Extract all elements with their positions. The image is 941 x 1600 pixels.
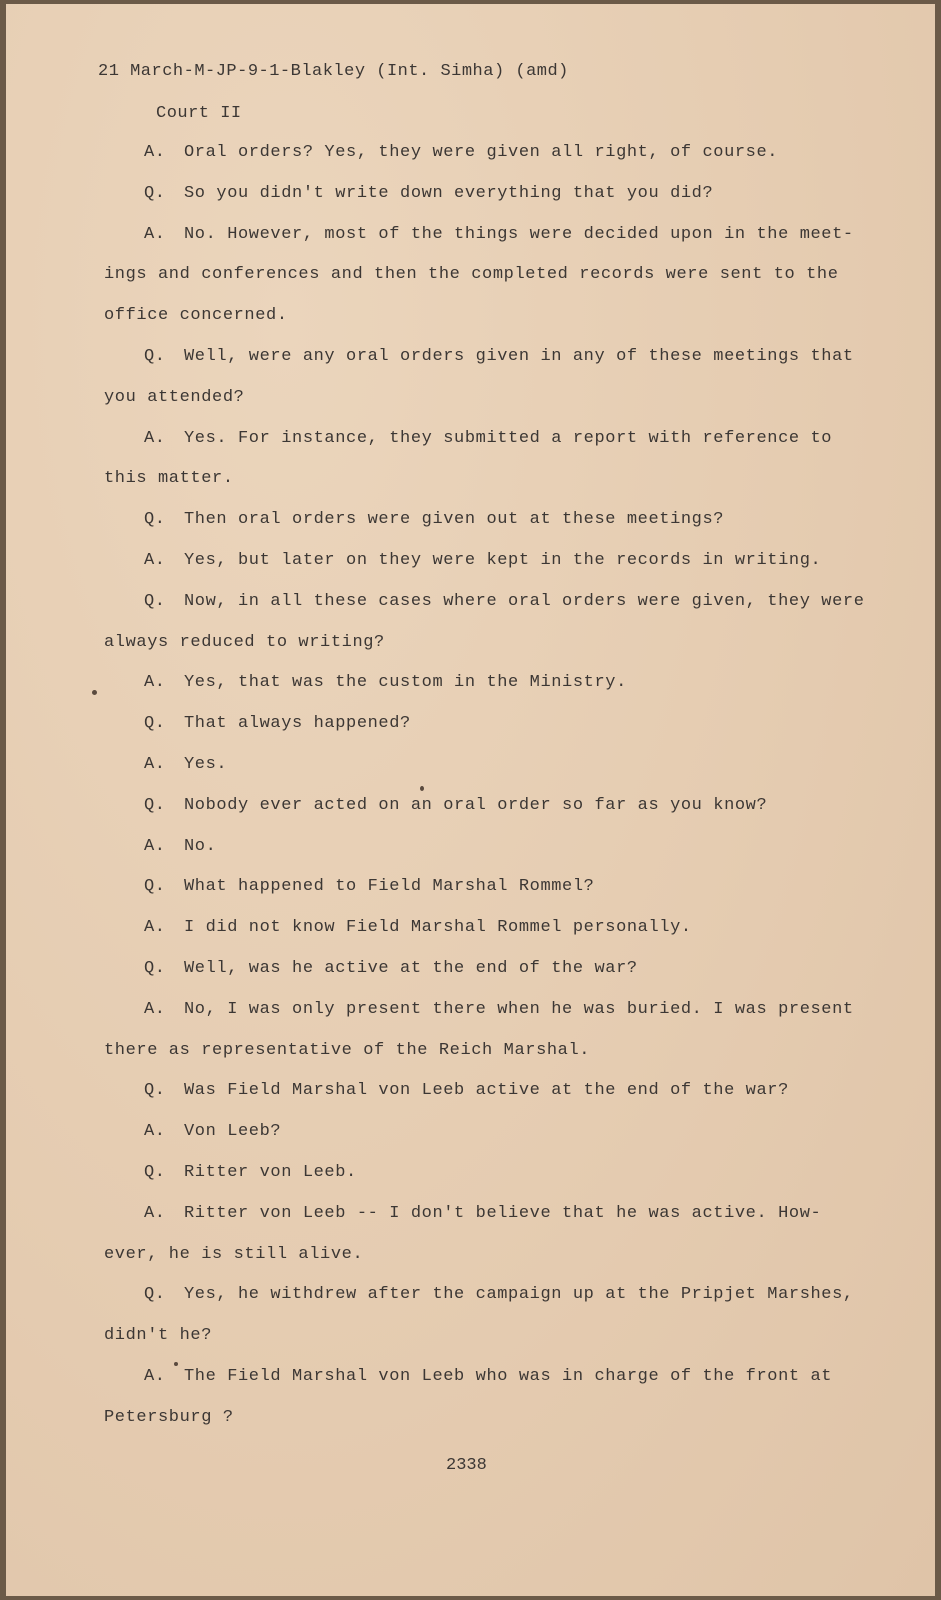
continuation-line: office concerned. [104, 306, 288, 326]
continuation-line: there as representative of the Reich Marshal. [104, 1040, 591, 1060]
line-text: No, I was only present there when he was buried. I was present [184, 999, 854, 1019]
line-text: Yes, that was the custom in the Ministry. [184, 673, 627, 693]
line-text: Von Leeb? [184, 1122, 282, 1142]
line-text: That always happened? [184, 714, 411, 734]
line-text: No. [184, 836, 217, 856]
speaker-label: A. [144, 1367, 166, 1386]
line-text: No. However, most of the things were decided upon in the meet- [184, 224, 854, 244]
ink-speck [92, 690, 97, 695]
speaker-label: Q. [144, 877, 166, 897]
speaker-label: Q. [144, 1081, 166, 1101]
continuation-line: you attended? [104, 387, 245, 407]
question-line [144, 1285, 854, 1304]
answer-line [144, 755, 227, 774]
speaker-label: A. [144, 1203, 166, 1223]
continuation-line: always reduced to writing? [104, 632, 385, 652]
speaker-label: A. [144, 428, 166, 448]
speaker-label: A. [144, 224, 166, 244]
speaker-label: Q. [144, 347, 166, 366]
speaker-label: A. [144, 918, 166, 938]
speaker-label: A. [144, 836, 166, 856]
line-text: Oral orders? Yes, they were given all right, of course. [184, 143, 779, 162]
court-label: Court II [156, 104, 242, 123]
speaker-label: Q. [144, 795, 166, 815]
continuation-line: ings and conferences and then the completed records were sent to the [104, 265, 839, 285]
answer-line [144, 551, 821, 570]
line-text: Ritter von Leeb -- I don't believe that he was active. How- [184, 1203, 822, 1223]
speaker-label: Q. [144, 1285, 166, 1305]
ink-speck [420, 786, 424, 791]
line-text: Well, was he active at the end of the war? [184, 959, 638, 978]
speaker-label: A. [144, 143, 166, 162]
speaker-label: A. [144, 673, 166, 693]
line-text: Yes. [184, 755, 228, 774]
answer-line [144, 837, 216, 856]
answer-line [144, 429, 832, 448]
line-text: The Field Marshal von Leeb who was in charge of the front at [184, 1367, 833, 1386]
line-text: Ritter von Leeb. [184, 1163, 357, 1182]
question-line [144, 959, 638, 978]
line-text: So you didn't write down everything that you did? [184, 183, 714, 203]
answer-line [144, 673, 627, 692]
line-text: Nobody ever acted on an oral order so far as you know? [184, 795, 768, 815]
speaker-label: Q. [144, 510, 166, 530]
answer-line [144, 918, 692, 937]
question-line [144, 877, 594, 896]
line-text: Yes, but later on they were kept in the records in writing. [184, 551, 822, 570]
question-line [144, 510, 724, 529]
speaker-label: A. [144, 551, 166, 570]
question-line [144, 184, 713, 203]
speaker-label: Q. [144, 1163, 166, 1182]
line-text: Was Field Marshal von Leeb active at the end of the war? [184, 1081, 789, 1101]
line-text: What happened to Field Marshal Rommel? [184, 877, 595, 897]
question-line [144, 347, 854, 366]
question-line [144, 796, 767, 815]
question-line [144, 592, 865, 611]
continuation-line: Petersburg ? [104, 1407, 234, 1427]
speaker-label: Q. [144, 959, 166, 978]
question-line [144, 1163, 357, 1182]
answer-line [144, 1204, 821, 1223]
answer-line [144, 225, 854, 244]
speaker-label: Q. [144, 591, 166, 611]
line-text: Well, were any oral orders given in any of these meetings that [184, 347, 854, 366]
document-page [6, 4, 935, 1596]
continuation-line: ever, he is still alive. [104, 1244, 364, 1264]
answer-line [144, 1367, 832, 1386]
question-line [144, 714, 411, 733]
document-header: 21 March-M-JP-9-1-Blakley (Int. Simha) (amd) [98, 62, 569, 81]
question-line [144, 1081, 789, 1100]
line-text: I did not know Field Marshal Rommel personally. [184, 918, 692, 938]
continuation-line: didn't he? [104, 1326, 213, 1346]
page-number: 2338 [446, 1456, 487, 1475]
answer-line [144, 1000, 854, 1019]
answer-line [144, 143, 778, 162]
answer-line [144, 1122, 281, 1141]
speaker-label: A. [144, 999, 166, 1019]
continuation-line: this matter. [104, 469, 234, 489]
line-text: Then oral orders were given out at these meetings? [184, 510, 725, 530]
line-text: Yes. For instance, they submitted a report with reference to [184, 428, 833, 448]
line-text: Yes, he withdrew after the campaign up at the Pripjet Marshes, [184, 1285, 854, 1305]
line-text: Now, in all these cases where oral orders were given, they were [184, 591, 865, 611]
speaker-label: Q. [144, 183, 166, 203]
speaker-label: A. [144, 1122, 166, 1142]
ink-speck [174, 1362, 178, 1366]
speaker-label: A. [144, 755, 166, 774]
speaker-label: Q. [144, 714, 166, 734]
